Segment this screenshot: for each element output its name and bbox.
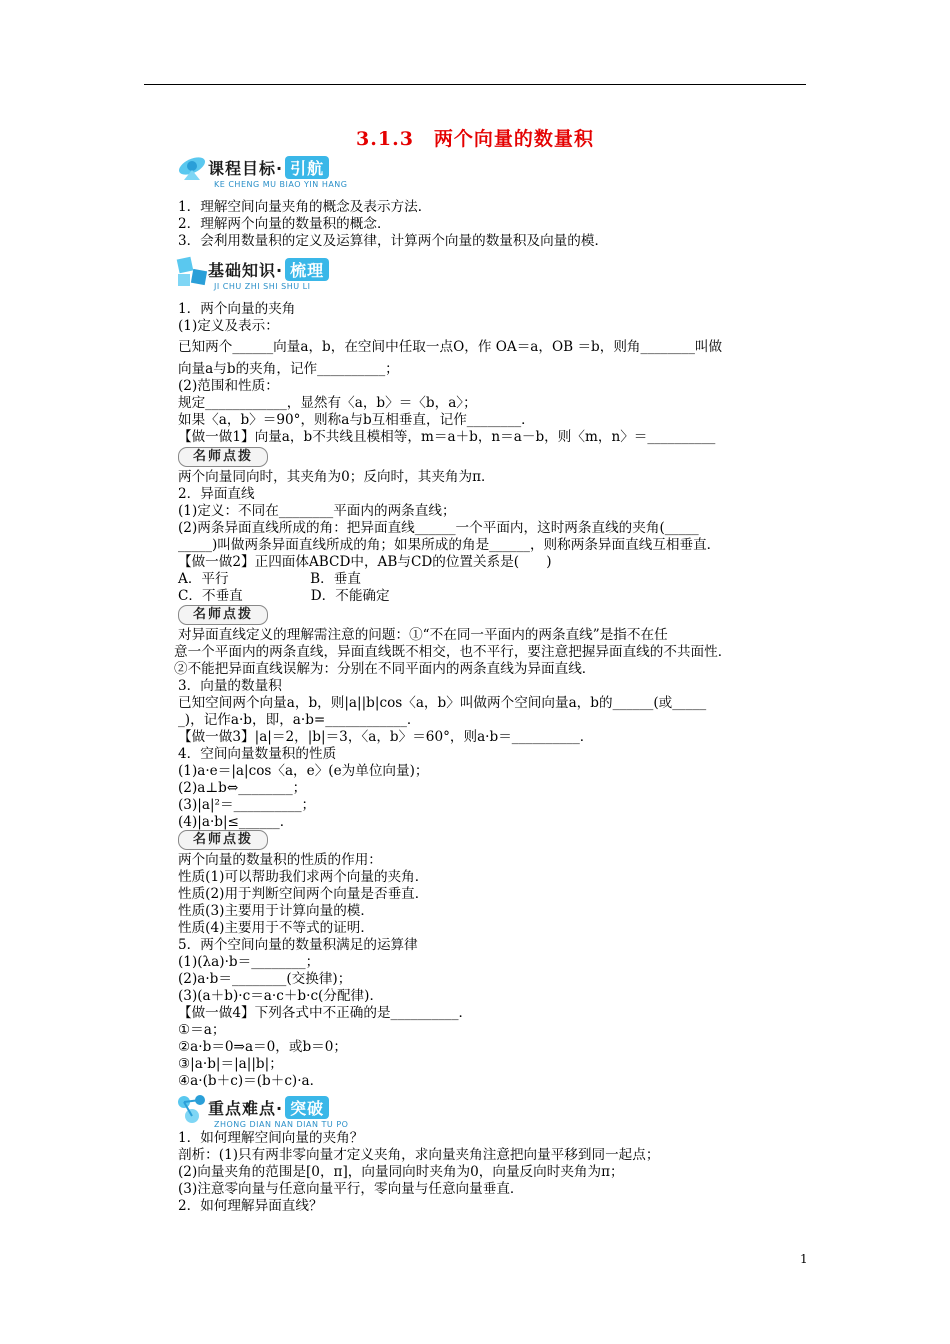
text-line: ②不能把异面直线误解为：分别在不同平面内的两条直线为异面直线．	[174, 661, 596, 677]
text-line: 3．向量的数量积	[178, 678, 282, 694]
text-line: (1)定义及表示：	[178, 318, 279, 334]
text-line: (3)注意零向量与任意向量平行，零向量与任意向量垂直．	[178, 1181, 524, 1197]
text-line: 1．如何理解空间向量的夹角？	[178, 1130, 364, 1146]
teacher-tip-tag: 名师点拨	[178, 830, 268, 850]
text-line: ④a·(b＋c)＝(b＋c)·a．	[178, 1073, 324, 1089]
text-line: 已知两个______向量a，b，在空间中任取一点O，作 OA＝a，OB ＝b，则角________叫做	[178, 339, 723, 355]
text-line: 1．两个向量的夹角	[178, 301, 296, 317]
text-line: ①＝a；	[178, 1022, 226, 1038]
text-line: (3)|a|²＝__________；	[178, 797, 316, 813]
text-line: 向量a与b的夹角，记作__________；	[178, 361, 399, 377]
text-line: 2．如何理解异面直线？	[178, 1198, 323, 1214]
text-line: A．平行 B．垂直	[178, 571, 361, 587]
text-line: (2)两条异面直线所成的角：把异面直线______一个平面内，这时两条直线的夹角(_____	[178, 520, 699, 536]
text-line: _)，记作a·b，即，a·b=____________．	[178, 712, 421, 728]
text-line: ②a·b＝0⇒a＝0，或b＝0；	[178, 1039, 348, 1055]
text-line: 两个向量同向时，其夹角为0；反向时，其夹角为π．	[178, 469, 495, 485]
text-line: (2)范围和性质：	[178, 378, 279, 394]
text-line: 1．理解空间向量夹角的概念及表示方法．	[178, 199, 432, 215]
text-line: 2．异面直线	[178, 486, 255, 502]
text-line: 性质(4)主要用于不等式的证明．	[178, 920, 374, 936]
text-line: 剖析：(1)只有两非零向量才定义夹角，求向量夹角注意把向量平移到同一起点；	[178, 1147, 660, 1163]
text-line: (1)定义：不同在________平面内的两条直线；	[178, 503, 456, 519]
text-line: (3)(a＋b)·c＝a·c＋b·c(分配律)．	[178, 988, 384, 1004]
text-line: (1)a·e＝|a|cos〈a，e〉(e为单位向量)；	[178, 763, 429, 779]
teacher-tip-tag: 名师点拨	[178, 605, 268, 625]
text-line: (1)(λa)·b＝________；	[178, 954, 320, 970]
page-number: 1	[800, 1252, 808, 1266]
text-line: 对异面直线定义的理解需注意的问题：①“不在同一平面内的两条直线”是指不在任	[178, 627, 668, 643]
text-line: 【做一做1】向量a，b不共线且模相等，m＝a＋b，n＝a－b，则〈m，n〉＝__________	[178, 429, 716, 445]
text-line: 性质(2)用于判断空间两个向量是否垂直．	[178, 886, 429, 902]
teacher-tip-tag: 名师点拨	[178, 447, 268, 467]
text-line: 性质(3)主要用于计算向量的模．	[178, 903, 374, 919]
text-line: 5．两个空间向量的数量积满足的运算律	[178, 937, 418, 953]
text-line: 如果〈a，b〉＝90°，则称a与b互相垂直，记作________．	[178, 412, 535, 428]
text-line: (2)a·b＝________(交换律)；	[178, 971, 352, 987]
text-line: 4．空间向量数量积的性质	[178, 746, 337, 762]
text-line: 意一个平面内的两条直线，异面直线既不相交，也不平行，要注意把握异面直线的不共面性．	[174, 644, 732, 660]
text-line: 3．会利用数量积的定义及运算律，计算两个向量的数量积及向量的模．	[178, 233, 609, 249]
page-title: 3.1.3 两个向量的数量积	[356, 128, 594, 150]
text-line: (2)向量夹角的范围是[0，π]，向量同向时夹角为0，向量反向时夹角为π；	[178, 1164, 624, 1180]
header-rule	[144, 84, 806, 85]
text-line: 2．理解两个向量的数量积的概念．	[178, 216, 391, 232]
text-line: 性质(1)可以帮助我们求两个向量的夹角．	[178, 869, 429, 885]
text-line: C．不垂直 D．不能确定	[178, 588, 390, 604]
text-line: _____)叫做两条异面直线所成的角；如果所成的角是______，则称两条异面直线互相垂直．	[178, 537, 721, 553]
text-line: 已知空间两个向量a，b，则|a||b|cos〈a，b〉叫做两个空间向量a，b的______(或_____	[178, 695, 707, 711]
text-line: 两个向量的数量积的性质的作用：	[178, 852, 382, 868]
text-line: 【做一做3】|a|＝2，|b|＝3，〈a，b〉＝60°，则a·b＝__________．	[178, 729, 594, 745]
text-line: (4)|a·b|≤______．	[178, 814, 294, 830]
document-page: 3.1.3 两个向量的数量积 课程目标· 引航 KE CHENG MU BIAO YIN HANG 1．理解空间向量夹角的概念及表示方法． 2．理解两个向量的数量积的概念． 3．会利用数量积的定义及运算律，计算两个向量的数量积及向量的模． 基础知识· 梳理 JI CHU ZHI SHI SHU LI 1．两个向量的夹角 (1)定义及表示： 已知两个______向量a，b，在空间中任取一点O，作 OA＝a，OB ＝b，则角________叫做 向量a与b的夹角，记作__________； (2)范围和性质： 规定____________，显然有〈a，b〉＝〈b，a〉； 如果〈a，b〉＝90°，则称a与b互相垂直，记作________． 【做一做1】向量a，b不共线且模相等，m＝a＋b，n＝a－b，则〈m，n〉＝__________ 名师点拨 两个向量同向时，其夹角为0；反向时，其夹角为π． 2．异面直线 (1)定义：不同在________平面内的两条直线； (2)两条异面直线所成的角：把异面直线______一个平面内，这时两条直线的夹角(_____ _____)叫做两条异面直线所成的角；如果所成的角是______，则称两条异面直线互相垂直． 【做一做2】正四面体ABCD中，AB与CD的位置关系是( ) A．平行 B．垂直 C．不垂直 D．不能确定 名师点拨 对异面直线定义的理解需注意的问题：①“不在同一平面内的两条直线”是指不在任 意一个平面内的两条直线，异面直线既不相交，也不平行，要注意把握异面直线的不共面性． ②不能把异面直线误解为：分别在不同平面内的两条直线为异面直线． 3．向量的数量积 已知空间两个向量a，b，则|a||b|cos〈a，b〉叫做两个空间向量a，b的______(或_____ _)，记作a·b，即，a·b=____________． 【做一做3】|a|＝2，|b|＝3，〈a，b〉＝60°，则a·b＝__________． 4．空间向量数量积的性质 (1)a·e＝|a|cos〈a，e〉(e为单位向量)； (2)a⊥b⇔________； (3)|a|²＝__________； (4)|a·b|≤______． 名师点拨 两个向量的数量积的性质的作用： 性质(1)可以帮助我们求两个向量的夹角． 性质(2)用于判断空间两个向量是否垂直． 性质(3)主要用于计算向量的模． 性质(4)主要用于不等式的证明． 5．两个空间向量的数量积满足的运算律 (1)(λa)·b＝________； (2)a·b＝________(交换律)； (3)(a＋b)·c＝a·c＋b·c(分配律)． 【做一做4】下列各式中不正确的是__________． ①＝a； ②a·b＝0⇒a＝0，或b＝0； ③|a·b|＝|a||b|； ④a·(b＋c)＝(b＋c)·a． 重点难点· 突破 ZHONG DIAN NAN DIAN TU PO 1．如何理解空间向量的夹角？ 剖析：(1)只有两非零向量才定义夹角，求向量夹角注意把向量平移到同一起点； (2)向量夹角的范围是[0，π]，向量同向时夹角为0，向量反向时夹角为π； (3)注意零向量与任意向量平行，零向量与任意向量垂直． 2．如何理解异面直线？ 1	[0, 0, 950, 1344]
text-line: (2)a⊥b⇔________；	[178, 780, 307, 796]
text-line: ③|a·b|＝|a||b|；	[178, 1056, 283, 1072]
text-line: 规定____________，显然有〈a，b〉＝〈b，a〉；	[178, 395, 477, 411]
text-line: 【做一做4】下列各式中不正确的是__________．	[178, 1005, 473, 1021]
text-line: 【做一做2】正四面体ABCD中，AB与CD的位置关系是( )	[178, 554, 552, 570]
